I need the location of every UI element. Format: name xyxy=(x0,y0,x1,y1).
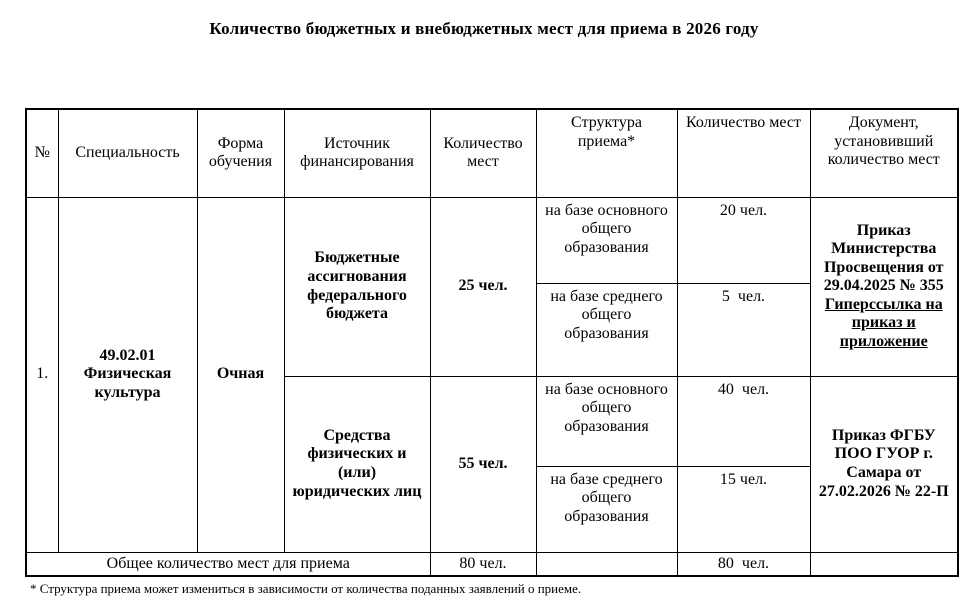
header-cell-specialty: Специальность xyxy=(58,109,197,197)
cell-budget-structure-1: на базе основного общего образования xyxy=(536,197,677,283)
cell-extrabudget-places: 55 чел. xyxy=(430,376,536,552)
cell-extrabudget-structure-2: на базе среднего общего образования xyxy=(536,466,677,552)
cell-study-form: Очная xyxy=(197,197,284,552)
cell-extrabudget-structure-1: на базе основного общего образования xyxy=(536,376,677,466)
cell-budget-document xyxy=(810,197,958,376)
table-header-row xyxy=(26,109,958,197)
cell-row-number: 1. xyxy=(26,197,58,552)
header-cell-document: Документ, установивший количество мест xyxy=(810,109,958,197)
cell-total-structure-empty xyxy=(536,552,677,576)
table-total-row xyxy=(26,552,958,576)
header-cell-study-form: Форма обучения xyxy=(197,109,284,197)
budget-document-hyperlink[interactable]: Гиперссылка на приказ и приложение xyxy=(824,295,943,350)
cell-budget-source: Бюджетные ассигнования федерального бюджета xyxy=(284,197,430,376)
cell-extrabudget-source: Средства физических и (или) юридических лиц xyxy=(284,376,430,552)
page-title: Количество бюджетных и внебюджетных мест для приема в 2026 году xyxy=(209,19,759,38)
cell-extrabudget-document: Приказ ФГБУ ПОО ГУОР г. Самара от 27.02.2026 № 22-П xyxy=(810,376,958,552)
header-cell-funding-source: Источник финансирования xyxy=(284,109,430,197)
header-cell-admission-structure: Структура приема* xyxy=(536,109,677,197)
footnote: * Структура приема может измениться в зависимости от количества поданных заявлений о приеме. xyxy=(30,581,582,596)
cell-budget-places: 25 чел. xyxy=(430,197,536,376)
cell-budget-structure-places-2: 5 чел. xyxy=(677,283,810,376)
cell-total-document-empty xyxy=(810,552,958,576)
cell-budget-structure-places-1: 20 чел. xyxy=(677,197,810,283)
cell-total-places-2: 80 чел. xyxy=(677,552,810,576)
cell-extrabudget-structure-places-1: 40 чел. xyxy=(677,376,810,466)
admissions-table xyxy=(25,108,959,577)
header-cell-places-2: Количество мест xyxy=(677,109,810,197)
cell-specialty: 49.02.01 Физическая культура xyxy=(58,197,197,552)
cell-budget-structure-2: на базе среднего общего образования xyxy=(536,283,677,376)
cell-extrabudget-structure-places-2: 15 чел. xyxy=(677,466,810,552)
header-cell-num: № xyxy=(26,109,58,197)
budget-document-text: Приказ Министерства Просвещения от 29.04.2025 № 355 xyxy=(823,221,944,295)
cell-total-label: Общее количество мест для приема xyxy=(26,552,430,576)
header-cell-places: Количество мест xyxy=(430,109,536,197)
cell-total-places: 80 чел. xyxy=(430,552,536,576)
table-row-budget-1 xyxy=(26,197,958,283)
